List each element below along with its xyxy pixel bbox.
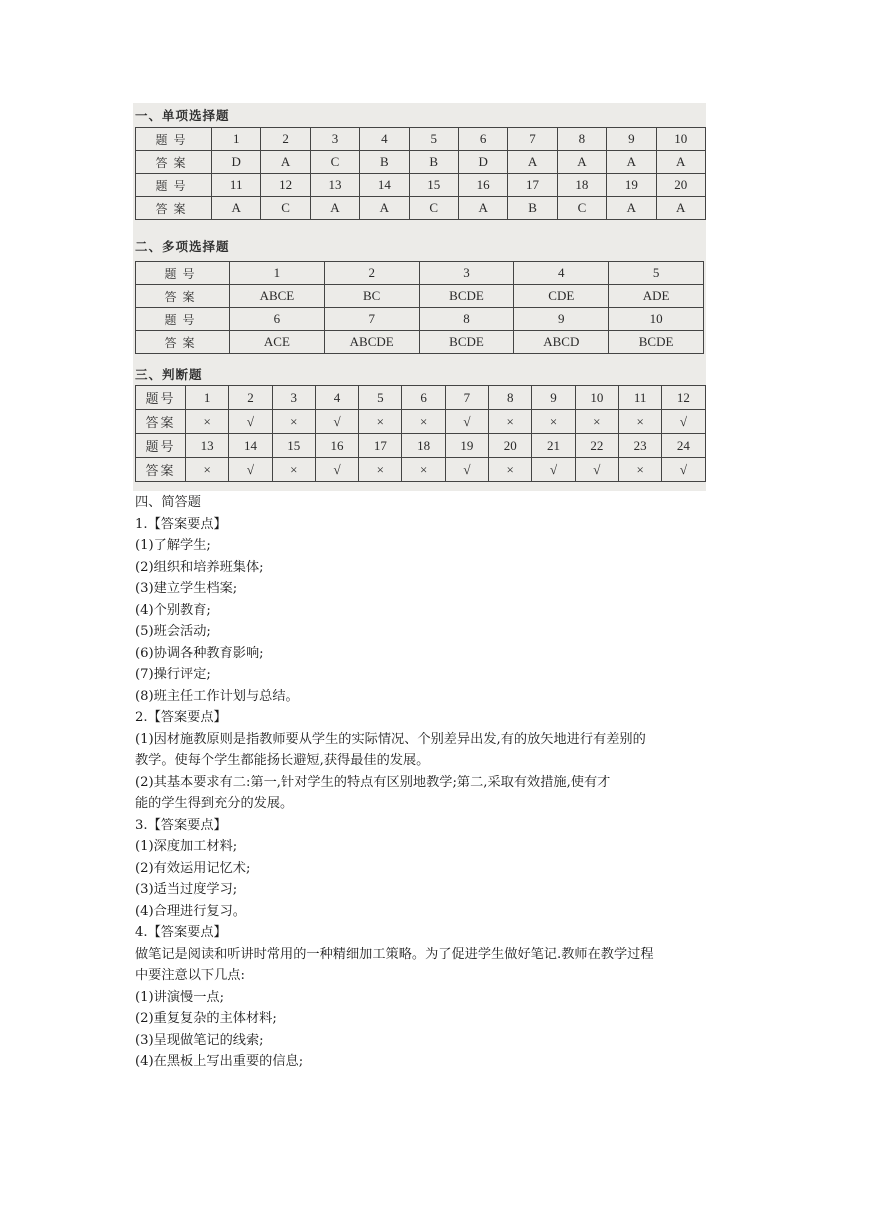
question-number-cell: 8	[557, 128, 606, 151]
answer-cell: √	[445, 458, 488, 482]
question-number-cell: 23	[618, 434, 661, 458]
question-number-cell: 5	[609, 262, 704, 285]
question-number-cell: 13	[186, 434, 229, 458]
answer-cell: ABCE	[230, 285, 325, 308]
answer-cell: ADE	[609, 285, 704, 308]
body-line: (1)了解学生;	[135, 538, 211, 553]
answer-cell: A	[212, 197, 261, 220]
answer-cell: BCDE	[419, 285, 514, 308]
question-number-cell: 6	[402, 386, 445, 410]
question-number-cell: 5	[409, 128, 458, 151]
question-number-cell: 2	[261, 128, 310, 151]
answer-cell: √	[445, 410, 488, 434]
answer-cell: B	[508, 197, 557, 220]
question-number-cell: 10	[609, 308, 704, 331]
question-number-row	[136, 386, 706, 410]
question-number-cell: 11	[212, 174, 261, 197]
body-line: (3)呈现做笔记的线索;	[135, 1032, 264, 1048]
answer-cell: ×	[489, 410, 532, 434]
answer-cell: √	[662, 458, 705, 482]
answer-cell: √	[229, 458, 272, 482]
answer-cell: ×	[359, 458, 402, 482]
question-number-cell: 7	[324, 308, 419, 331]
question-number-cell: 24	[662, 434, 705, 458]
answer-sheet-scan	[133, 103, 706, 491]
answer-cell: A	[261, 151, 310, 174]
short-answer-section	[135, 492, 735, 1073]
answer-cell: ×	[618, 458, 661, 482]
answer-cell: BC	[324, 285, 419, 308]
body-line: (2)组织和培养班集体;	[135, 559, 264, 575]
answer-cell: ×	[402, 458, 445, 482]
question-number-cell: 9	[532, 386, 575, 410]
body-line: (3)适当过度学习;	[135, 882, 238, 897]
answer-cell: D	[212, 151, 261, 174]
row-label-question: 题号	[136, 174, 212, 197]
question-number-cell: 22	[575, 434, 618, 458]
question-number-cell: 7	[508, 128, 557, 151]
answer-row	[136, 151, 706, 174]
answer-cell: A	[557, 151, 606, 174]
answer-row	[136, 285, 704, 308]
answer-cell: √	[575, 458, 618, 482]
answer-cell: ×	[532, 410, 575, 434]
body-line: 教学。使每个学生都能扬长避短,获得最佳的发展。	[135, 753, 430, 768]
question-number-cell: 3	[310, 128, 359, 151]
question-number-cell: 1	[212, 128, 261, 151]
row-label-question: 题号	[136, 262, 230, 285]
answer-row	[136, 197, 706, 220]
question-number-cell: 10	[656, 128, 705, 151]
answer-cell: √	[315, 458, 358, 482]
answer-cell: A	[607, 151, 656, 174]
body-line: (2)有效运用记忆术;	[135, 860, 251, 876]
question-number-row	[136, 128, 706, 151]
answer-row	[136, 458, 706, 482]
answer-cell: ×	[618, 410, 661, 434]
true-false-title: 三、判断题	[135, 367, 203, 382]
body-line: (4)合理进行复习。	[135, 903, 246, 919]
body-line: (1)讲演慢一点;	[135, 989, 225, 1005]
question-number-cell: 12	[662, 386, 705, 410]
answer-cell: A	[656, 197, 705, 220]
row-label-answer: 答案	[136, 458, 186, 482]
question-number-cell: 15	[409, 174, 458, 197]
single-choice-title: 一、单项选择题	[135, 108, 230, 123]
question-number-row	[136, 434, 706, 458]
question-number-cell: 3	[272, 386, 315, 410]
answer-cell: C	[261, 197, 310, 220]
question-number-cell: 20	[656, 174, 705, 197]
answer-cell: A	[508, 151, 557, 174]
row-label-question: 题号	[136, 386, 186, 410]
answer-cell: A	[310, 197, 359, 220]
question-number-row	[136, 308, 704, 331]
answer-cell: A	[458, 197, 507, 220]
question-number-cell: 16	[315, 434, 358, 458]
answer-cell: A	[607, 197, 656, 220]
multi-choice-table	[135, 261, 704, 354]
body-line: (5)班会活动;	[135, 624, 211, 639]
answer-cell: ×	[272, 458, 315, 482]
row-label-question: 题号	[136, 308, 230, 331]
body-line: (2)重复复杂的主体材料;	[135, 1011, 277, 1026]
answer-cell: ×	[272, 410, 315, 434]
row-label-question: 题号	[136, 434, 186, 458]
answer-heading: 1.【答案要点】	[135, 516, 227, 532]
answer-cell: A	[656, 151, 705, 174]
question-number-cell: 15	[272, 434, 315, 458]
answer-cell: B	[360, 151, 409, 174]
question-number-row	[136, 262, 704, 285]
body-line: (4)个别教育;	[135, 602, 211, 618]
body-line: 能的学生得到充分的发展。	[135, 796, 294, 811]
question-number-cell: 10	[575, 386, 618, 410]
body-line: (2)其基本要求有二:第一,针对学生的特点有区别地教学;第二,采取有效措施,使有才	[135, 774, 611, 790]
answer-row	[136, 331, 704, 354]
question-number-cell: 18	[557, 174, 606, 197]
body-line: (1)因材施教原则是指教师要从学生的实际情况、个别差异出发,有的放矢地进行有差别的	[135, 731, 646, 747]
question-number-cell: 12	[261, 174, 310, 197]
question-number-cell: 13	[310, 174, 359, 197]
single-choice-table	[135, 127, 706, 220]
question-number-cell: 8	[489, 386, 532, 410]
answer-cell: C	[310, 151, 359, 174]
question-number-cell: 20	[489, 434, 532, 458]
answer-cell: √	[229, 410, 272, 434]
question-number-cell: 9	[514, 308, 609, 331]
body-line: (1)深度加工材料;	[135, 839, 238, 854]
answer-cell: √	[315, 410, 358, 434]
question-number-cell: 6	[458, 128, 507, 151]
answer-cell: ×	[489, 458, 532, 482]
body-line: (3)建立学生档案;	[135, 581, 238, 596]
question-number-cell: 17	[359, 434, 402, 458]
answer-cell: B	[409, 151, 458, 174]
answer-cell: ×	[186, 410, 229, 434]
question-number-cell: 4	[360, 128, 409, 151]
answer-cell: C	[557, 197, 606, 220]
answer-cell: C	[409, 197, 458, 220]
body-line: (4)在黑板上写出重要的信息;	[135, 1054, 304, 1069]
body-line: (6)协调各种教育影响;	[135, 645, 264, 661]
question-number-cell: 4	[315, 386, 358, 410]
body-line: 做笔记是阅读和听讲时常用的一种精细加工策略。为了促进学生做好笔记.教师在教学过程	[135, 946, 654, 962]
answer-cell: √	[532, 458, 575, 482]
question-number-cell: 6	[230, 308, 325, 331]
true-false-table	[135, 385, 706, 482]
answer-cell: BCDE	[609, 331, 704, 354]
answer-cell: D	[458, 151, 507, 174]
answer-cell: ACE	[230, 331, 325, 354]
question-number-cell: 17	[508, 174, 557, 197]
question-number-cell: 1	[186, 386, 229, 410]
question-number-cell: 5	[359, 386, 402, 410]
question-number-cell: 11	[618, 386, 661, 410]
question-number-cell: 9	[607, 128, 656, 151]
answer-row	[136, 410, 706, 434]
row-label-answer: 答案	[136, 151, 212, 174]
answer-cell: BCDE	[419, 331, 514, 354]
answer-cell: ×	[402, 410, 445, 434]
question-number-cell: 14	[360, 174, 409, 197]
body-line: (7)操行评定;	[135, 667, 211, 682]
answer-cell: ×	[359, 410, 402, 434]
body-line: 中要注意以下几点:	[135, 968, 245, 983]
row-label-question: 题号	[136, 128, 212, 151]
body-line: (8)班主任工作计划与总结。	[135, 688, 299, 704]
row-label-answer: 答案	[136, 285, 230, 308]
answer-heading: 2.【答案要点】	[135, 710, 227, 725]
answer-cell: CDE	[514, 285, 609, 308]
answer-cell: ×	[575, 410, 618, 434]
answer-cell: √	[662, 410, 705, 434]
question-number-cell: 19	[445, 434, 488, 458]
question-number-cell: 2	[324, 262, 419, 285]
multi-choice-title: 二、多项选择题	[135, 239, 230, 254]
answer-cell: ×	[186, 458, 229, 482]
row-label-answer: 答案	[136, 410, 186, 434]
answer-heading: 3.【答案要点】	[135, 817, 227, 833]
answer-cell: ABCDE	[324, 331, 419, 354]
answer-cell: A	[360, 197, 409, 220]
answer-heading: 4.【答案要点】	[135, 925, 227, 940]
question-number-cell: 7	[445, 386, 488, 410]
question-number-cell: 18	[402, 434, 445, 458]
answer-cell: ABCD	[514, 331, 609, 354]
question-number-cell: 4	[514, 262, 609, 285]
row-label-answer: 答案	[136, 331, 230, 354]
question-number-cell: 8	[419, 308, 514, 331]
question-number-cell: 14	[229, 434, 272, 458]
question-number-cell: 16	[458, 174, 507, 197]
question-number-cell: 21	[532, 434, 575, 458]
section-heading: 四、简答题	[135, 495, 201, 510]
row-label-answer: 答案	[136, 197, 212, 220]
question-number-row	[136, 174, 706, 197]
question-number-cell: 1	[230, 262, 325, 285]
question-number-cell: 19	[607, 174, 656, 197]
question-number-cell: 2	[229, 386, 272, 410]
question-number-cell: 3	[419, 262, 514, 285]
